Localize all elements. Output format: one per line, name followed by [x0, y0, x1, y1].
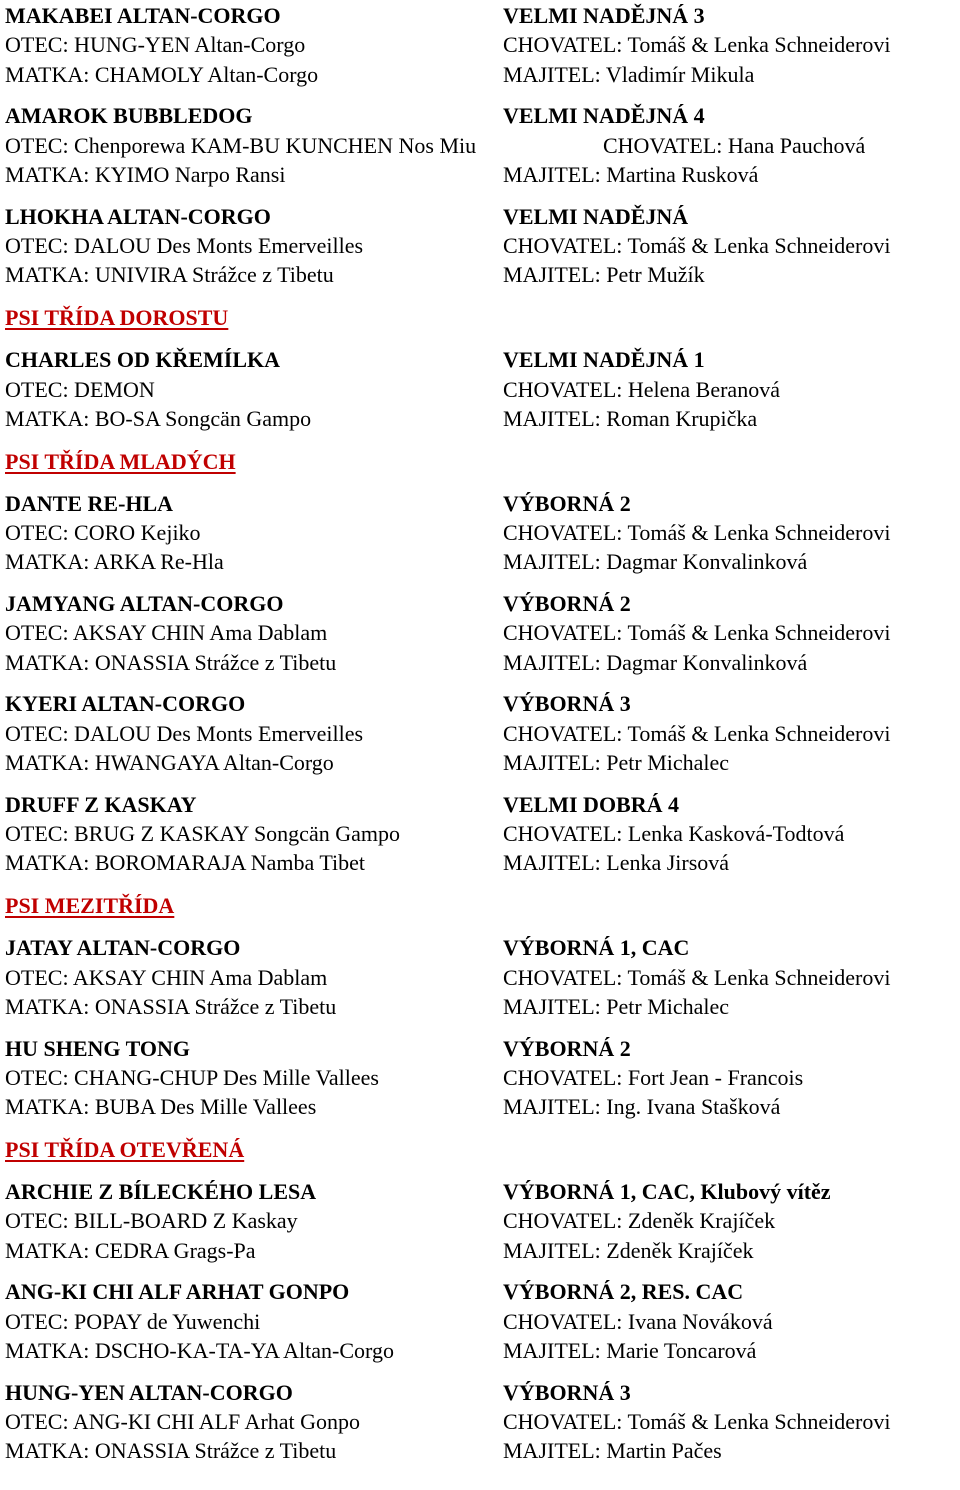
dog-owner: MAJITEL: Dagmar Konvalinková — [503, 649, 808, 675]
dog-rating: VÝBORNÁ 2 — [503, 591, 631, 616]
dog-name: HU SHENG TONG — [5, 1035, 191, 1061]
dog-owner: MAJITEL: Petr Mužík — [503, 262, 705, 288]
dog-sire: OTEC: AKSAY CHIN Ama Dablam — [5, 620, 328, 646]
dog-name: JAMYANG ALTAN-CORGO — [5, 591, 284, 616]
section-heading: PSI TŘÍDA OTEVŘENÁ — [5, 1137, 245, 1162]
dog-rating: VÝBORNÁ 2 — [503, 1035, 631, 1061]
dog-breeder: CHOVATEL: Tomáš & Lenka Schneiderovi — [503, 233, 891, 259]
dog-rating: VELMI NADĚJNÁ 4 — [503, 103, 705, 129]
dog-rating: VELMI NADĚJNÁ 3 — [503, 3, 705, 28]
dog-dam: MATKA: DSCHO-KA-TA-YA Altan-Corgo — [5, 1338, 394, 1363]
dog-name: DRUFF Z KASKAY — [5, 791, 197, 817]
dog-dam: MATKA: KYIMO Narpo Ransi — [5, 162, 286, 187]
dog-owner: MAJITEL: Vladimír Mikula — [503, 61, 755, 87]
dog-sire: OTEC: CORO Kejiko — [5, 519, 201, 545]
dog-breeder: CHOVATEL: Zdeněk Krajíček — [503, 1208, 776, 1234]
dog-rating: VELMI DOBRÁ 4 — [503, 791, 680, 817]
dog-dam: MATKA: HWANGAYA Altan-Corgo — [5, 750, 334, 775]
dog-owner: MAJITEL: Zdeněk Krajíček — [503, 1237, 754, 1263]
dog-sire: OTEC: Chenporewa KAM-BU KUNCHEN Nos Miu — [5, 132, 477, 158]
dog-rating: VELMI NADĚJNÁ — [503, 203, 689, 229]
dog-owner: MAJITEL: Petr Michalec — [503, 750, 730, 775]
dog-rating: VÝBORNÁ 2, RES. CAC — [503, 1279, 744, 1305]
dog-breeder: CHOVATEL: Tomáš & Lenka Schneiderovi — [503, 32, 891, 58]
dog-sire: OTEC: HUNG-YEN Altan-Corgo — [5, 32, 306, 58]
dog-dam: MATKA: BO-SA Songcän Gampo — [5, 405, 312, 431]
dog-breeder: CHOVATEL: Tomáš & Lenka Schneiderovi — [503, 620, 891, 646]
dog-sire: OTEC: POPAY de Yuwenchi — [5, 1308, 261, 1334]
dog-sire: OTEC: ANG-KI CHI ALF Arhat Gonpo — [5, 1409, 361, 1435]
dog-name: CHARLES OD KŘEMÍLKA — [5, 347, 281, 373]
dog-sire: OTEC: DEMON — [5, 376, 155, 402]
dog-dam: MATKA: BOROMARAJA Namba Tibet — [5, 850, 365, 876]
dog-name: MAKABEI ALTAN-CORGO — [5, 3, 281, 28]
dog-breeder: CHOVATEL: Tomáš & Lenka Schneiderovi — [503, 720, 891, 746]
dog-breeder: CHOVATEL: Fort Jean - Francois — [503, 1064, 804, 1090]
dog-dam: MATKA: BUBA Des Mille Vallees — [5, 1094, 317, 1120]
dog-sire: OTEC: BRUG Z KASKAY Songcän Gampo — [5, 821, 400, 847]
dog-owner: MAJITEL: Lenka Jirsová — [503, 850, 730, 876]
dog-rating: VÝBORNÁ 3 — [503, 691, 631, 717]
dog-sire: OTEC: AKSAY CHIN Ama Dablam — [5, 964, 328, 990]
section-heading: PSI MEZITŘÍDA — [5, 893, 175, 919]
dog-owner: MAJITEL: Petr Michalec — [503, 993, 730, 1019]
dog-breeder: CHOVATEL: Tomáš & Lenka Schneiderovi — [503, 964, 891, 990]
dog-owner: MAJITEL: Roman Krupička — [503, 405, 758, 431]
dog-dam: MATKA: ONASSIA Strážce z Tibetu — [5, 1438, 337, 1464]
dog-name: JATAY ALTAN-CORGO — [5, 935, 241, 961]
dog-name: HUNG-YEN ALTAN-CORGO — [5, 1379, 293, 1405]
section-heading: PSI TŘÍDA DOROSTU — [5, 305, 229, 331]
dog-breeder: CHOVATEL: Ivana Nováková — [503, 1308, 773, 1334]
dog-sire: OTEC: CHANG-CHUP Des Mille Vallees — [5, 1064, 379, 1090]
dog-breeder: CHOVATEL: Hana Pauchová — [603, 132, 866, 158]
section-heading: PSI TŘÍDA MLADÝCH — [5, 448, 236, 474]
dog-name: DANTE RE-HLA — [5, 490, 174, 516]
dog-sire: OTEC: BILL-BOARD Z Kaskay — [5, 1208, 298, 1234]
dog-breeder: CHOVATEL: Helena Beranová — [503, 376, 780, 402]
dog-owner: MAJITEL: Dagmar Konvalinková — [503, 549, 808, 575]
dog-rating: VÝBORNÁ 1, CAC, Klubový vítěz — [503, 1179, 831, 1204]
dog-rating: VÝBORNÁ 2 — [503, 490, 631, 516]
dog-owner: MAJITEL: Marie Toncarová — [503, 1338, 757, 1363]
dog-name: KYERI ALTAN-CORGO — [5, 691, 246, 717]
dog-sire: OTEC: DALOU Des Monts Emerveilles — [5, 233, 364, 259]
dog-dam: MATKA: ONASSIA Strážce z Tibetu — [5, 649, 337, 675]
dog-breeder: CHOVATEL: Tomáš & Lenka Schneiderovi — [503, 519, 891, 545]
dog-dam: MATKA: UNIVIRA Strážce z Tibetu — [5, 262, 334, 288]
dog-owner: MAJITEL: Ing. Ivana Stašková — [503, 1094, 781, 1120]
dog-breeder: CHOVATEL: Tomáš & Lenka Schneiderovi — [503, 1409, 891, 1435]
dog-name: LHOKHA ALTAN-CORGO — [5, 203, 271, 229]
dog-rating: VÝBORNÁ 1, CAC — [503, 935, 690, 961]
dog-dam: MATKA: CEDRA Grags-Pa — [5, 1237, 256, 1263]
dog-name: ARCHIE Z BÍLECKÉHO LESA — [5, 1179, 317, 1204]
dog-rating: VELMI NADĚJNÁ 1 — [503, 347, 705, 373]
dog-sire: OTEC: DALOU Des Monts Emerveilles — [5, 720, 364, 746]
dog-dam: MATKA: ONASSIA Strážce z Tibetu — [5, 993, 337, 1019]
dog-owner: MAJITEL: Martin Pačes — [503, 1438, 722, 1464]
dog-rating: VÝBORNÁ 3 — [503, 1379, 631, 1405]
dog-name: AMAROK BUBBLEDOG — [5, 103, 253, 129]
dog-dam: MATKA: CHAMOLY Altan-Corgo — [5, 61, 319, 87]
dog-name: ANG-KI CHI ALF ARHAT GONPO — [5, 1279, 350, 1305]
dog-owner: MAJITEL: Martina Rusková — [503, 162, 759, 187]
dog-breeder: CHOVATEL: Lenka Kasková-Todtová — [503, 821, 845, 847]
dog-dam: MATKA: ARKA Re-Hla — [5, 549, 224, 575]
